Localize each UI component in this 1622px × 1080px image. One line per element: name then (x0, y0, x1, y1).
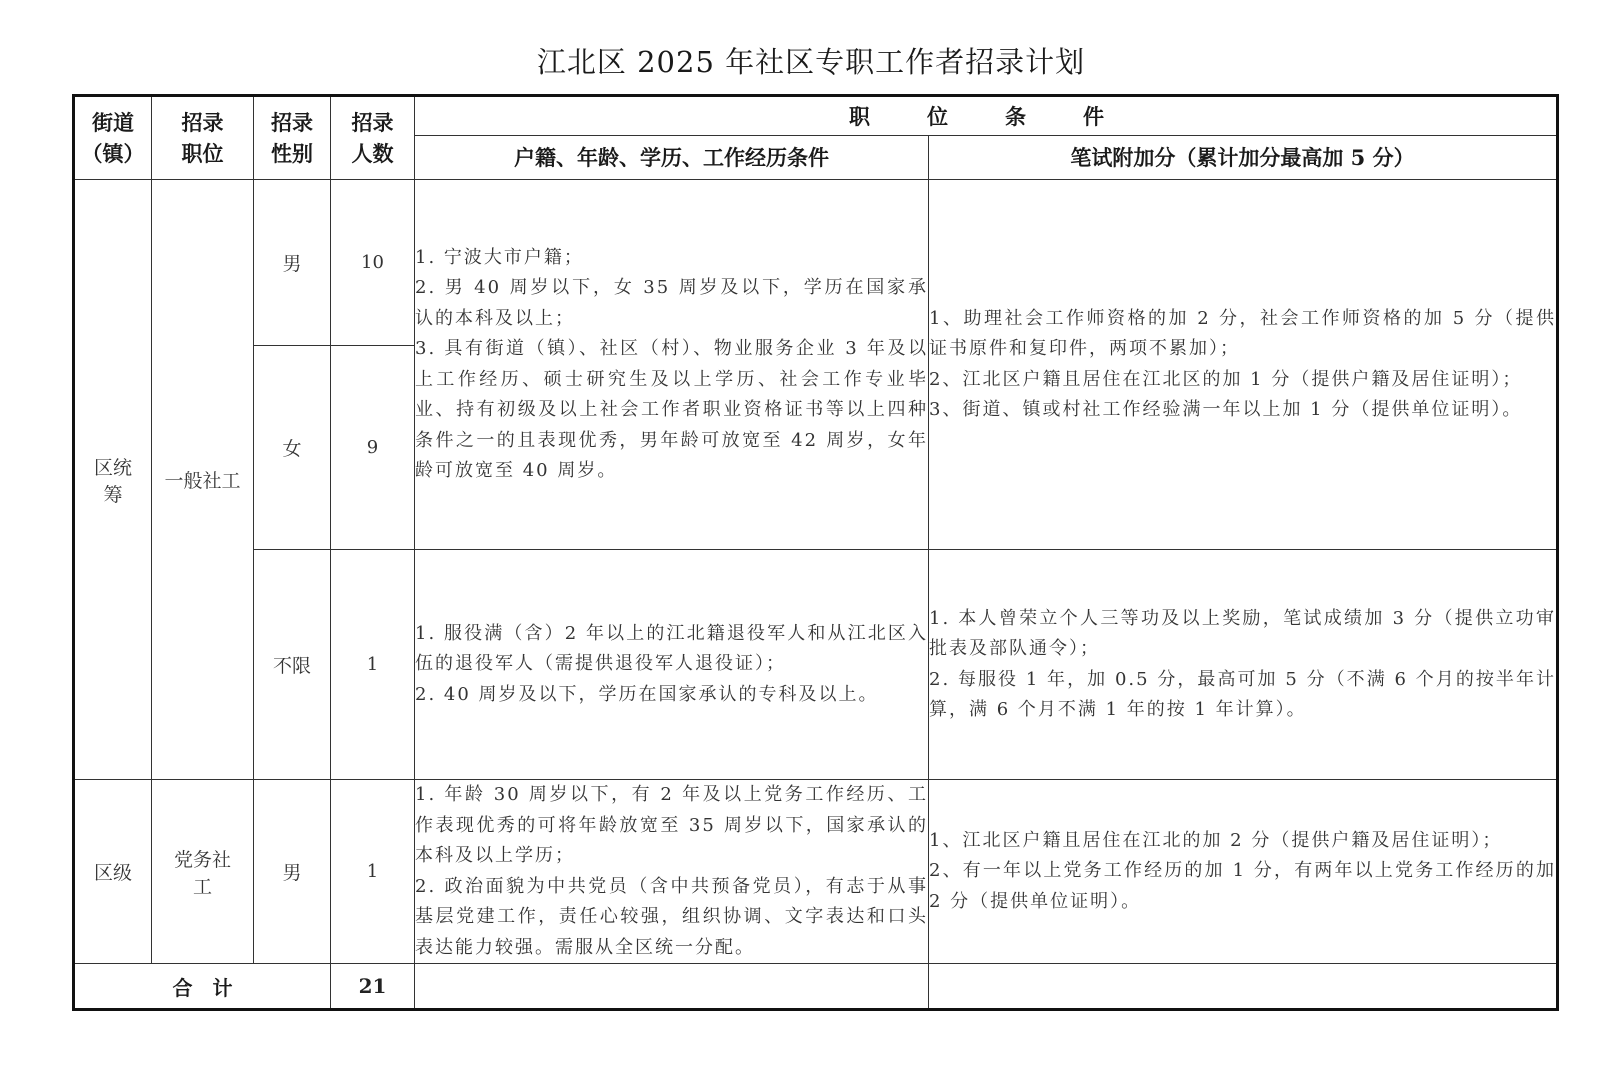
party-bonus-item-1: 1、江北区户籍且居住在江北的加 2 分（提供户籍及居住证明）； (929, 829, 1503, 851)
header-conditions: 职 位 条 件 (415, 96, 1558, 136)
header-bonus-points: 笔试附加分（累计加分最高加 5 分） (929, 136, 1558, 180)
header-gender-line-2: 性别 (271, 141, 313, 166)
cell-position-general: 一般社工 (152, 180, 254, 780)
header-position-line-2: 职位 (181, 141, 224, 166)
cell-gender-unlimited: 不限 (254, 550, 331, 780)
cell-count-party: 1 (331, 780, 415, 964)
header-gender-line-1: 招录 (271, 110, 313, 135)
veteran-bonus-item-1: 1. 本人曾荣立个人三等功及以上奖励，笔试成绩加 3 分（提供立功审批表及部队通令）； (929, 607, 1556, 659)
general-bonus-item-1: 1、助理社会工作师资格的加 2 分，社会工作师资格的加 5 分（提供证书原件和复印件，两项不累加）； (929, 307, 1556, 359)
cell-party-basic-conditions (415, 780, 929, 964)
total-label: 合 计 (74, 964, 331, 1010)
table-row-male (74, 180, 1558, 346)
cell-veteran-basic-conditions (415, 550, 929, 780)
header-street-line-2: （镇） (81, 141, 145, 166)
total-count: 21 (331, 964, 415, 1010)
cell-count-male: 10 (331, 180, 415, 346)
page-title: 江北区 2025 年社区专职工作者招录计划 (536, 45, 1086, 79)
header-position-line-1: 招录 (181, 110, 224, 135)
recruitment-plan-table (72, 94, 1559, 1011)
header-basic-conditions: 户籍、年龄、学历、工作经历条件 (415, 136, 929, 180)
cell-street-overall (74, 180, 152, 780)
cell-gender-female: 女 (254, 346, 331, 550)
general-basic-item-1: 1. 宁波大市户籍； (415, 246, 584, 268)
veteran-basic-item-1: 1. 服役满（含）2 年以上的江北籍退役军人和从江北区入伍的退役军人（需提供退役军人退役证）； (415, 622, 928, 675)
party-basic-item-1: 1. 年龄 30 周岁以下，有 2 年及以上党务工作经历、工作表现优秀的可将年龄放宽至 35 周岁以下，国家承认的本科及以上学历； (415, 784, 928, 866)
veteran-bonus-item-2: 2. 每服役 1 年，加 0.5 分，最高可加 5 分（不满 6 个月的按半年计算，满 6 个月不满 1 年的按 1 年计算）。 (929, 668, 1556, 720)
cell-street-district-level: 区级 (74, 780, 152, 964)
header-position (152, 96, 254, 180)
party-basic-item-2: 2. 政治面貌为中共党员（含中共预备党员），有志于从事基层党建工作，责任心较强，组织协调、文字表达和口头表达能力较强。需服从全区统一分配。 (415, 875, 928, 958)
cell-count-unlimited: 1 (331, 550, 415, 780)
cell-veteran-bonus (929, 550, 1558, 780)
cell-position-party (152, 780, 254, 964)
general-basic-item-2: 2. 男 40 周岁以下，女 35 周岁及以下，学历在国家承认的本科及以上； (415, 277, 928, 329)
cell-gender-party: 男 (254, 780, 331, 964)
header-count-line-1: 招录 (351, 110, 394, 135)
header-street-line-1: 街道 (92, 110, 134, 135)
cell-general-bonus (929, 180, 1558, 550)
header-row-1 (74, 96, 1558, 136)
table-row-unlimited (74, 550, 1558, 780)
veteran-basic-item-2: 2. 40 周岁及以下，学历在国家承认的专科及以上。 (415, 683, 879, 705)
position-party-line-2: 工 (192, 875, 212, 898)
table-row-party-worker (74, 780, 1558, 964)
total-basic-empty (415, 964, 929, 1010)
street-overall-line-1: 区统 (93, 456, 132, 479)
cell-gender-male: 男 (254, 180, 331, 346)
total-bonus-empty (929, 964, 1558, 1010)
general-bonus-item-3: 3、街道、镇或村社工作经验满一年以上加 1 分（提供单位证明）。 (929, 399, 1523, 420)
header-count (331, 96, 415, 180)
general-bonus-item-2: 2、江北区户籍且居住在江北区的加 1 分（提供户籍及居住证明）； (929, 368, 1523, 390)
cell-count-female: 9 (331, 346, 415, 550)
cell-general-basic-conditions (415, 180, 929, 550)
table-row-total (74, 964, 1558, 1010)
general-basic-item-3: 3. 具有街道（镇）、社区（村）、物业服务企业 3 年及以上工作经历、硕士研究生及以上学历、社会工作专业毕业、持有初级及以上社会工作者职业资格证书等以上四种条件之一的且表现优秀，男年龄可放宽至 42 周岁，女年龄可放宽至 40 周岁。 (415, 338, 928, 481)
header-gender (254, 96, 331, 180)
street-overall-line-2: 筹 (103, 483, 123, 506)
header-count-line-2: 人数 (351, 141, 394, 166)
header-street (74, 96, 152, 180)
cell-party-bonus (929, 780, 1558, 964)
position-party-line-1: 党务社 (173, 848, 231, 871)
party-bonus-item-2: 2、有一年以上党务工作经历的加 1 分，有两年以上党务工作经历的加 2 分（提供单位证明）。 (929, 860, 1556, 912)
